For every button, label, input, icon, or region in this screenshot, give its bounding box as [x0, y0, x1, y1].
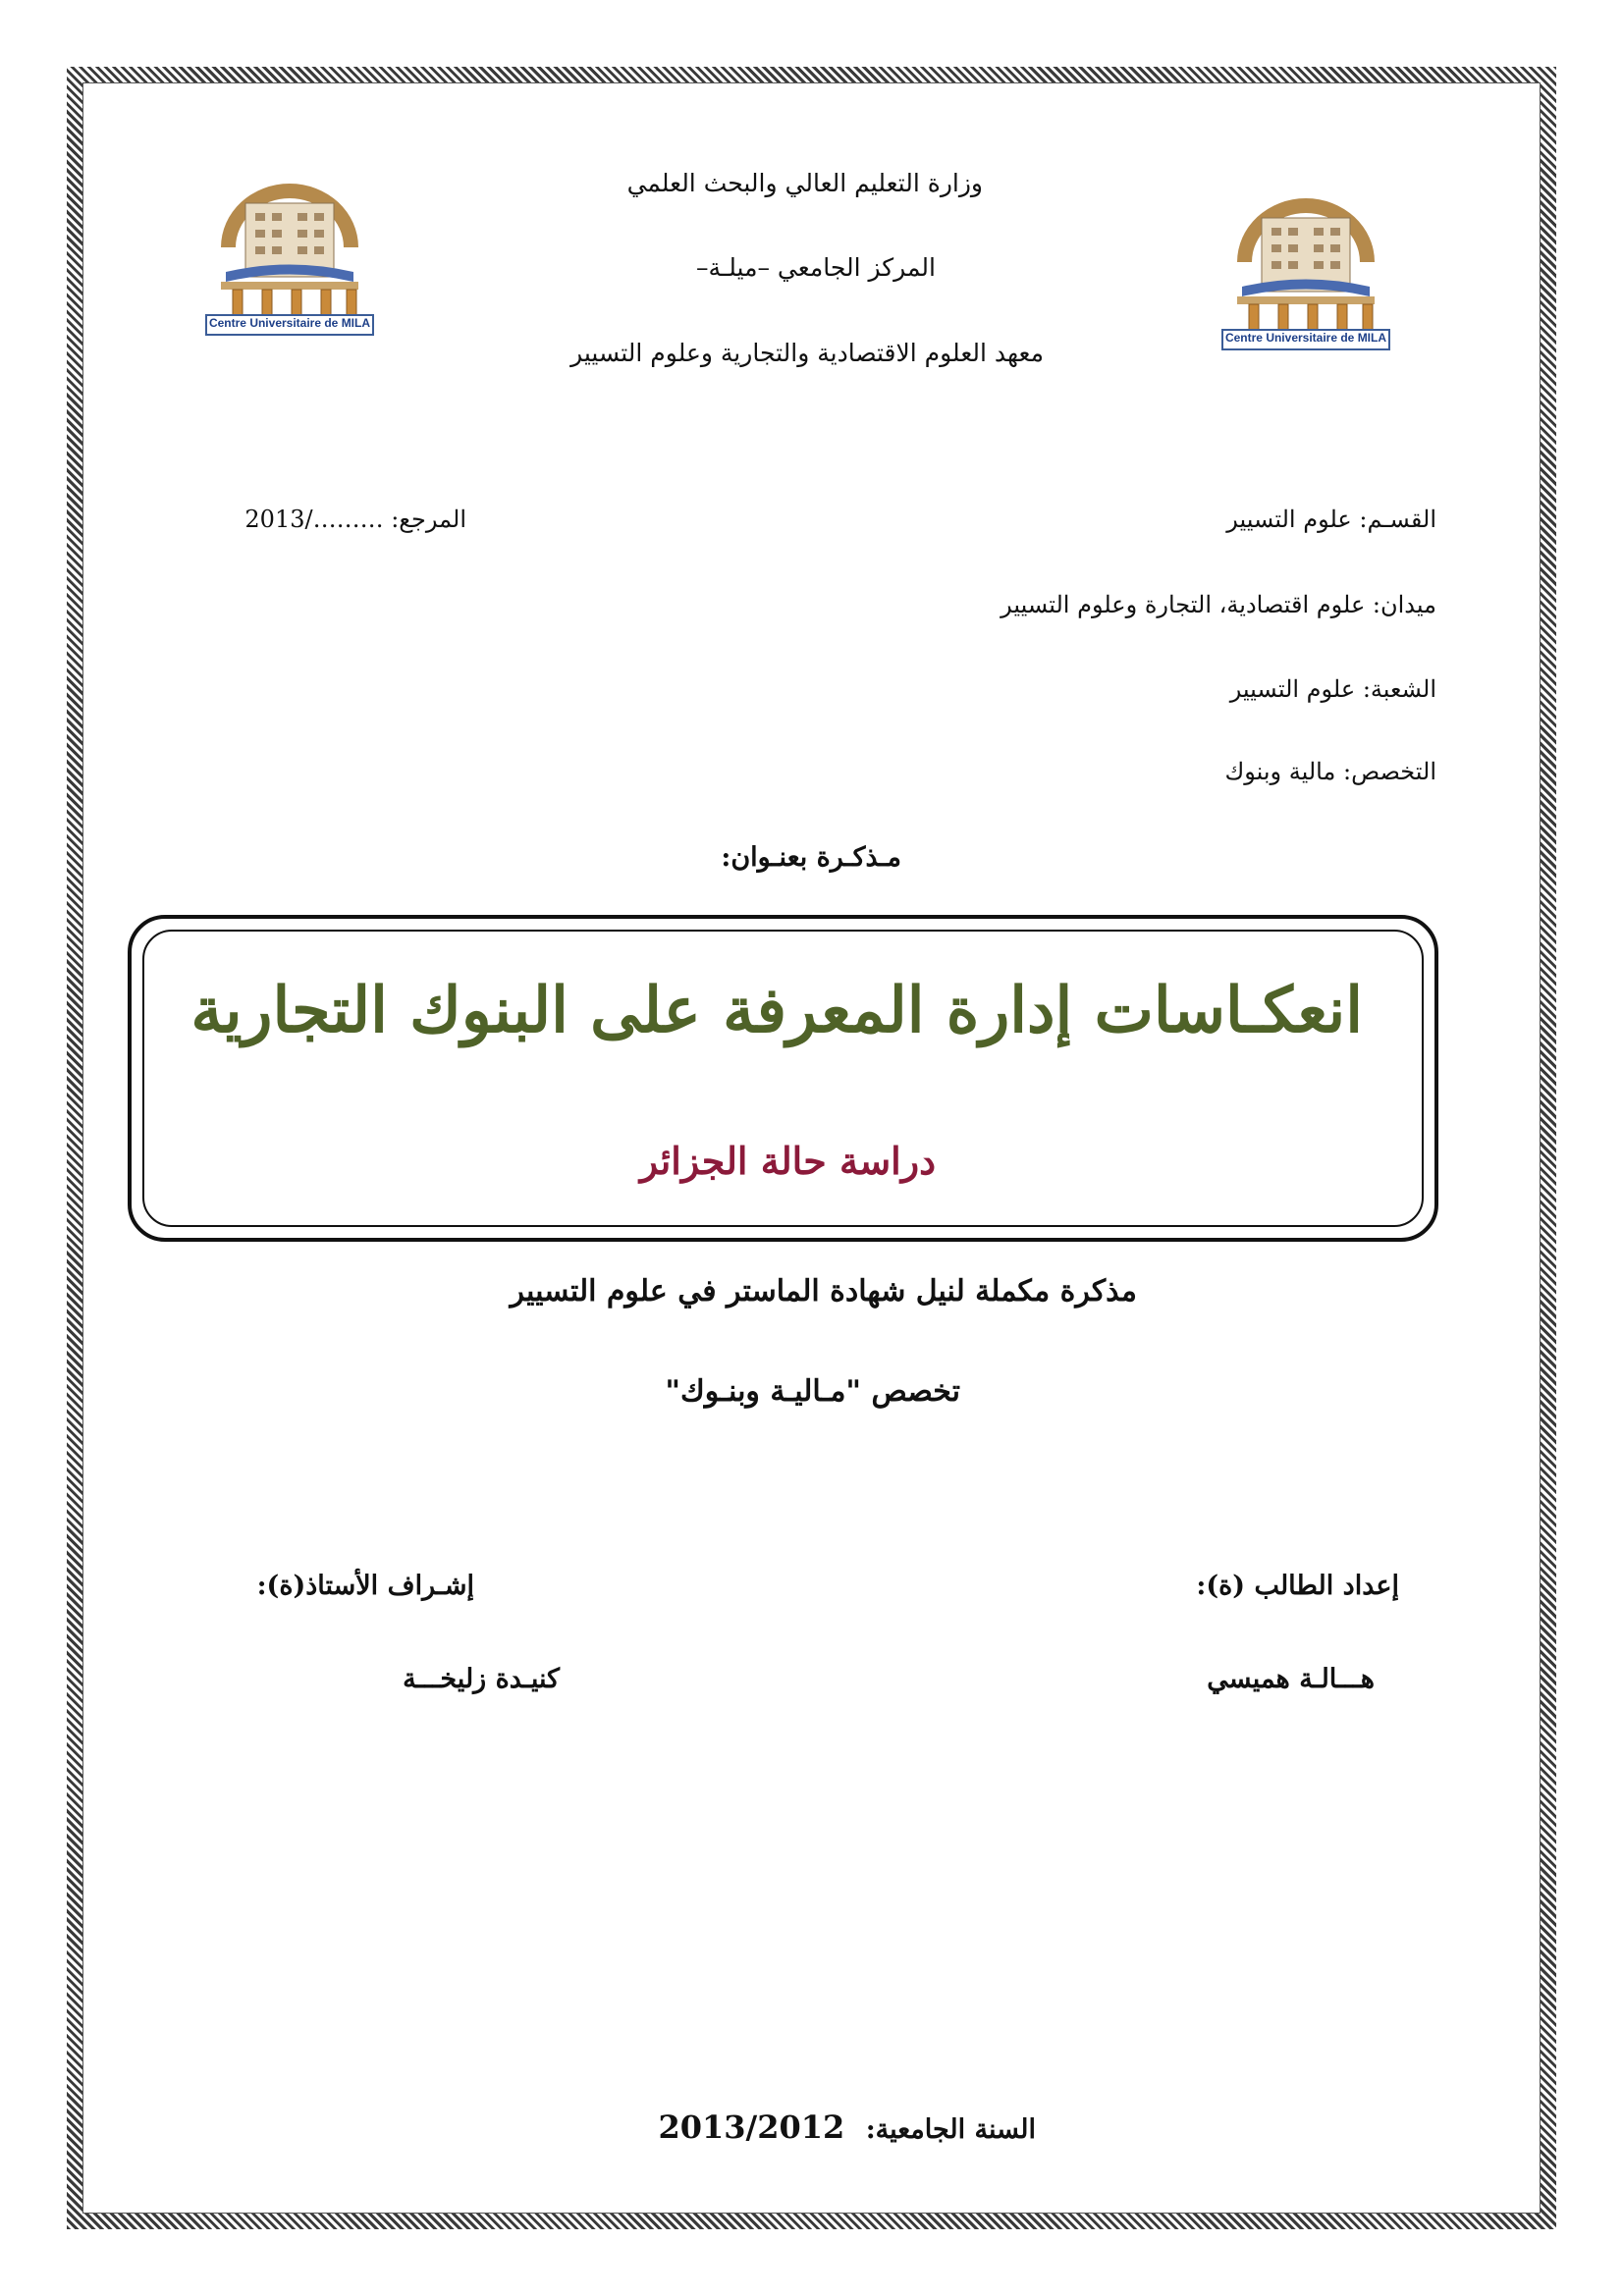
supervisor-label: إشـراف الأستاذ(ة):	[256, 1571, 474, 1601]
specialty-line: تخصص "مـاليـة وبنـوك"	[665, 1374, 960, 1409]
ministry-line: وزارة التعليم العالي والبحث العلمي	[626, 169, 983, 197]
academic-year	[658, 2109, 1036, 2146]
academic-year-label: السنة الجامعية:	[865, 2114, 1036, 2145]
branch-field: الشعبة: علوم التسيير	[1229, 675, 1436, 703]
department-field: القسـم: علوم التسيير	[1226, 506, 1436, 533]
academic-year-value: 2013/2012	[658, 2109, 845, 2146]
thesis-title: انعكـاسات إدارة المعرفة على البنوك التجارية	[190, 974, 1363, 1047]
specialty-field: التخصص: مالية وبنوك	[1224, 758, 1436, 785]
logo-caption: Centre Universitaire de MILA	[205, 314, 374, 336]
thesis-subtitle: دراسة حالة الجزائر	[639, 1139, 936, 1183]
reference-field: المرجع: ………/2013	[244, 506, 466, 533]
institute-line: معهد العلوم الاقتصادية والتجارية وعلوم التسيير	[570, 339, 1044, 367]
memo-label: مـذكـرة بعنـوان:	[721, 842, 901, 873]
domain-field: ميدان: علوم اقتصادية، التجارة وعلوم التسيير	[1001, 591, 1436, 618]
university-logo-right	[1217, 184, 1394, 350]
logo-caption: Centre Universitaire de MILA	[1221, 329, 1390, 350]
student-name: هـــالـة هميسي	[1207, 1664, 1375, 1694]
student-label: إعداد الطالب (ة):	[1196, 1571, 1399, 1601]
title-frame	[128, 915, 1438, 1242]
university-building-icon	[201, 169, 378, 316]
degree-line: مذكرة مكملة لنيل شهادة الماستر في علوم التسيير	[510, 1274, 1137, 1308]
university-logo-left	[201, 169, 378, 336]
university-building-icon	[1217, 184, 1394, 331]
center-line: المركز الجامعي –ميلـة–	[696, 253, 936, 282]
supervisor-name: كنيـدة زليخـــة	[403, 1664, 560, 1694]
